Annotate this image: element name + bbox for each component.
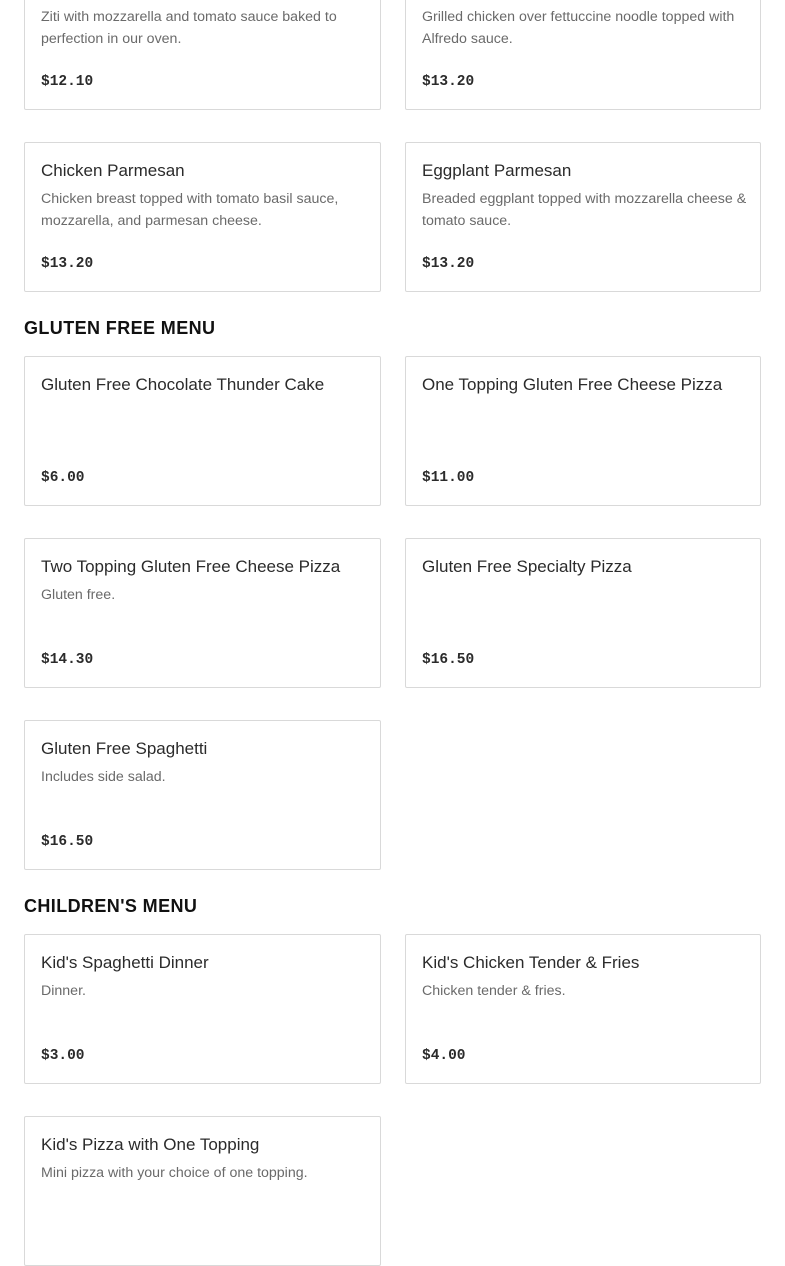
menu-item-description: Mini pizza with your choice of one topping. <box>41 1165 308 1181</box>
menu-item-description: Chicken tender & fries. <box>422 983 566 999</box>
menu-item-price: $16.50 <box>422 652 475 668</box>
menu-item-name: Chicken Parmesan <box>41 161 185 180</box>
menu-item-name: Kid's Chicken Tender & Fries <box>422 953 640 972</box>
menu-item-price: $16.50 <box>41 834 94 850</box>
menu-item-description: Chicken breast topped with tomato basil sauce, mozzarella, and parmesan cheese. <box>41 191 339 229</box>
menu-item-price: $13.20 <box>422 256 475 272</box>
menu-item-card[interactable] <box>24 356 381 506</box>
menu-item-card[interactable] <box>405 0 761 110</box>
menu-item-price: $13.20 <box>41 256 94 272</box>
menu-item-price: $14.30 <box>41 652 94 668</box>
menu-item-name: Gluten Free Specialty Pizza <box>422 557 632 576</box>
menu-item-card[interactable] <box>405 356 761 506</box>
menu-item-name: One Topping Gluten Free Cheese Pizza <box>422 375 723 394</box>
menu-item-description: Dinner. <box>41 983 86 999</box>
menu-item-price: $3.00 <box>41 1048 85 1064</box>
menu-item-card[interactable] <box>405 142 761 292</box>
menu-item-card[interactable] <box>405 934 761 1084</box>
menu-item-card[interactable] <box>24 142 381 292</box>
menu-item-description: Breaded eggplant topped with mozzarella cheese & tomato sauce. <box>422 191 747 229</box>
menu-item-name: Gluten Free Spaghetti <box>41 739 208 758</box>
menu-item-description: Includes side salad. <box>41 769 166 785</box>
menu-item-card[interactable] <box>24 720 381 870</box>
menu-item-card[interactable] <box>24 1116 381 1266</box>
menu-item-name: Two Topping Gluten Free Cheese Pizza <box>41 557 341 576</box>
section-heading-childrens: CHILDREN'S MENU <box>24 896 198 916</box>
menu-item-name: Kid's Spaghetti Dinner <box>41 953 209 972</box>
menu-item-card[interactable] <box>24 0 381 110</box>
menu-item-card[interactable] <box>24 538 381 688</box>
menu-item-card[interactable] <box>24 934 381 1084</box>
menu-item-description: Grilled chicken over fettuccine noodle topped with Alfredo sauce. <box>422 9 735 47</box>
menu-item-card[interactable] <box>405 538 761 688</box>
menu-item-price: $4.00 <box>422 1048 466 1064</box>
menu-item-name: Kid's Pizza with One Topping <box>41 1135 260 1154</box>
menu-item-description: Ziti with mozzarella and tomato sauce baked to perfection in our oven. <box>41 9 337 47</box>
menu-item-price: $11.00 <box>422 470 475 486</box>
menu-item-price: $13.20 <box>422 74 475 90</box>
section-heading-gluten-free: GLUTEN FREE MENU <box>24 318 216 338</box>
menu-item-price: $6.00 <box>41 470 85 486</box>
menu-item-name: Gluten Free Chocolate Thunder Cake <box>41 375 325 394</box>
menu-item-description: Gluten free. <box>41 587 116 603</box>
menu-item-name: Eggplant Parmesan <box>422 161 572 180</box>
menu-item-price: $12.10 <box>41 74 94 90</box>
